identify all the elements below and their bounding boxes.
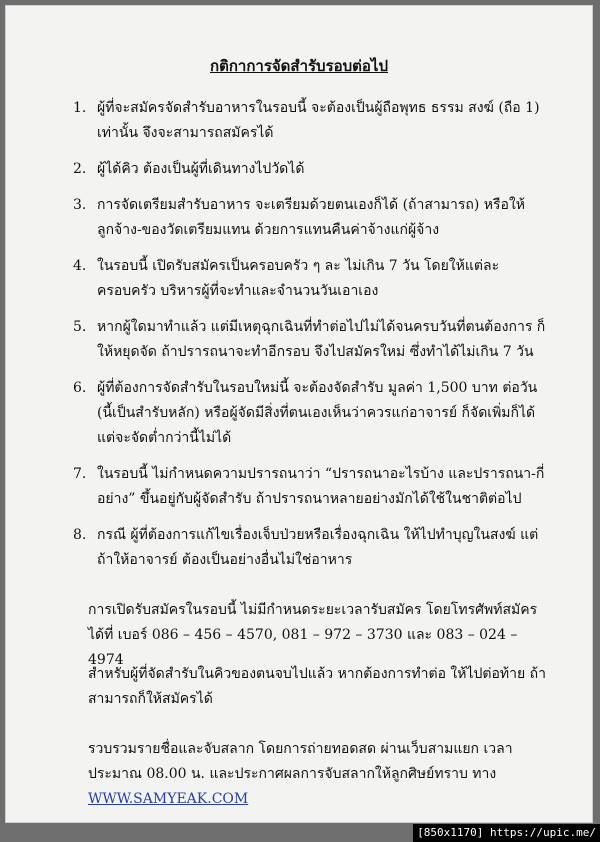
list-item bbox=[73, 462, 553, 512]
item-text: การจัดเตรียมสำรับอาหาร จะเตรียมด้วยตนเองก็ได้ (ถ้าสามารถ) หรือให้ลูกจ้าง-ของวัดเตรียมแทน ด้วยการแทนคืนค่าจ้างแก่ผู้จ้าง bbox=[97, 197, 526, 238]
list-item bbox=[73, 193, 553, 243]
item-text: กรณี ผู้ที่ต้องการแก้ไขเรื่องเจ็บป่วยหรือเรื่องฉุกเฉิน ให้ไปทำบุญในสงฆ์ แต่ถ้าให้อาจารย์ ต้องเป็นอย่างอื่นไม่ใช่อาหาร bbox=[97, 527, 539, 568]
list-item bbox=[73, 96, 553, 146]
item-number: 1. bbox=[73, 100, 87, 116]
item-number: 8. bbox=[73, 527, 87, 543]
item-text: ในรอบนี้ ไม่กำหนดความปรารถนาว่า “ปรารถนาอะไรบ้าง และปรารถนา-กี่อย่าง” ขึ้นอยู่กับผู้จัดสำรับ ถ้าปรารถนาหลายอย่างมักได้ใช้ในชาติต่อไป bbox=[97, 466, 545, 507]
item-number: 6. bbox=[73, 380, 87, 396]
lottery-paragraph bbox=[88, 737, 550, 812]
registration-paragraph: การเปิดรับสมัครในรอบนี้ ไม่มีกำหนดระยะเวลารับสมัคร โดยโทรศัพท์สมัคร ได้ที่ เบอร์ 086 – 456 – 4570, 081 – 972 – 3730 และ 083 – 024 – 4974 bbox=[88, 602, 538, 668]
item-number: 2. bbox=[73, 161, 87, 177]
rules-list bbox=[73, 96, 553, 584]
item-text: หากผู้ใดมาทำแล้ว แต่มีเหตุฉุกเฉินที่ทำต่อไปไม่ได้จนครบวันที่ตนต้องการ ก็ให้หยุดจัด ถ้าปรารถนาจะทำอีกรอบ จึงไปสมัครใหม่ ซึ่งทำได้ไม่เกิน 7 วัน bbox=[97, 319, 546, 360]
item-number: 5. bbox=[73, 319, 87, 335]
continuation-paragraph: สำหรับผู้ที่จัดสำรับในคิวของตนจบไปแล้ว หากต้องการทำต่อ ให้ไปต่อท้าย ถ้าสามารถก็ให้สมัครได้ bbox=[88, 666, 546, 707]
image-host-watermark: [850x1170] https://upic.me/ bbox=[413, 824, 600, 842]
item-text: ผู้ได้คิว ต้องเป็นผู้ที่เดินทางไปวัดได้ bbox=[97, 161, 305, 177]
item-text: ผู้ที่ต้องการจัดสำรับในรอบใหม่นี้ จะต้องจัดสำรับ มูลค่า 1,500 บาท ต่อวัน (นี้เป็นสำรับหลัก) หรือผู้จัดมีสิ่งที่ตนเองเห็นว่าควรแก่อาจารย์ ก็จัดเพิ่มก็ได้ แต่จะจัดต่ำกว่านี้ไม่ได้ bbox=[97, 380, 538, 446]
item-text: ผู้ที่จะสมัครจัดสำรับอาหารในรอบนี้ จะต้องเป็นผู้ถือพุทธ ธรรม สงฆ์ (ถือ 1) เท่านั้น จึงจะสามารถสมัครได้ bbox=[97, 100, 540, 141]
list-item bbox=[73, 254, 553, 304]
item-number: 7. bbox=[73, 466, 87, 482]
list-item bbox=[73, 523, 553, 573]
lottery-text: รวบรวมรายชื่อและจับสลาก โดยการถ่ายทอดสด ผ่านเว็บสามแยก เวลาประมาณ 08.00 น. และประกาศผลการจับสลากให้ลูกศิษย์ทราบ ทาง bbox=[88, 741, 513, 782]
list-item bbox=[73, 157, 553, 182]
list-item bbox=[73, 315, 553, 365]
list-item bbox=[73, 376, 553, 451]
item-text: ในรอบนี้ เปิดรับสมัครเป็นครอบครัว ๆ ละ ไม่เกิน 7 วัน โดยให้แต่ละครอบครัว บริหารผู้ที่จะทำและจำนวนวันเอาเอง bbox=[97, 258, 500, 299]
item-number: 4. bbox=[73, 258, 87, 274]
document-page bbox=[5, 5, 593, 823]
item-number: 3. bbox=[73, 197, 87, 213]
document-title: กติกาการจัดสำรับรอบต่อไป bbox=[210, 57, 388, 75]
samyeak-link[interactable]: WWW.SAMYEAK.COM bbox=[88, 791, 249, 807]
